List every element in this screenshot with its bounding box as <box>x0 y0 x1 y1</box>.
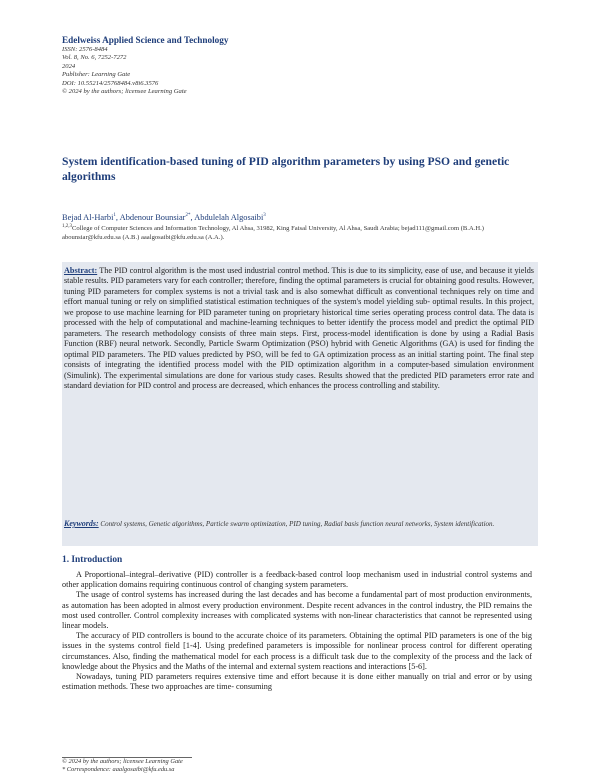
paper-title: System identification-based tuning of PID algorithm parameters by using PSO and genetic algorithms <box>62 155 510 183</box>
doi: DOI: 10.55214/25768484.v8i6.3576 <box>62 79 159 87</box>
author-separator: , <box>190 212 195 222</box>
footnotes <box>62 758 532 774</box>
publisher: Publisher: Learning Gate <box>62 71 131 79</box>
keywords-text: Control systems, Genetic algorithms, Particle swarm optimization, PID tuning, Radial basis function neural networks, System identification. <box>100 520 495 528</box>
year: 2024 <box>62 62 76 70</box>
journal-name: Edelweiss Applied Science and Technology <box>62 35 229 45</box>
volume-info: Vol. 8, No. 6, 7252-7272 <box>62 54 127 62</box>
abstract-label: Abstract: <box>64 266 98 275</box>
copyright-line: © 2024 by the authors; licensee Learning Gate <box>62 88 187 96</box>
author-affiliation-mark: 3 <box>263 213 266 218</box>
abstract <box>64 266 534 391</box>
author-separator: , <box>115 212 120 222</box>
paragraph: Nowadays, tuning PID parameters requires extensive time and effort because it is done either manually on trial and error or by using estimation methods. These two approaches are time- consuming <box>62 672 532 692</box>
footnote-copyright: © 2024 by the authors; licensee Learning Gate <box>62 758 183 765</box>
issn: ISSN: 2576-8484 <box>62 46 108 53</box>
author-name: Abdenour Bounsiar <box>119 212 186 222</box>
journal-header <box>62 35 542 96</box>
affiliation <box>62 223 542 242</box>
author-name: Bejad Al-Harbi <box>62 212 114 222</box>
author-list <box>62 210 542 223</box>
section-body <box>62 570 532 692</box>
footnote-correspondence: * Correspondence: aaalgosaibi@kfu.edu.sa <box>62 766 175 774</box>
author-name: Abdulelah Algosaibi <box>194 212 264 222</box>
affiliation-mark: 1,2,3 <box>62 224 72 229</box>
author-affiliation-mark: 2* <box>185 213 191 218</box>
keywords <box>64 519 534 529</box>
abstract-text: The PID control algorithm is the most used industrial control method. This is due to its simplicity, ease of use, and because it yields stable results. PID parameters vary for each controller; therefore, finding the optimal parameters is crucial for obtaining good results. However, tuning PID parameters for complex systems is not a trivial task and is also somewhat difficult as conventional techniques rely on time and effort manual tuning or rely on simplified statistical estimation techniques of the system's model yielding sub- optimal results. In this project, we propose to use machine learning for PID parameter tuning on proprietary historical time series operating process control data. The data is processed with the help of computational and machine-learning techniques to better identify the process model and predict the optimal PID parameters. The research methodology consists of three main steps. First, process-model identification is done by using a Radial Basis Function (RBF) neural network. Secondly, Particle Swarm Optimization (PSO) hybrid with Genetic Algorithms (GA) is used for finding the optimal PID parameters. The PID values predicted by PSO, will be fed to GA optimization process as an initial starting point. The final step consists of integrating the identified process model with the PID optimization algorithm in a computer-based simulation environment (Simulink). The experimental simulations are done for various study cases. Results showed that the predicted PID parameters error rate and standard deviation for PID control and process are decreased, which enhances the process controlling and stability. <box>64 266 534 390</box>
section-heading: 1. Introduction <box>62 555 123 565</box>
paragraph: A Proportional–integral–derivative (PID) controller is a feedback-based control loop mechanism used in industrial control systems and other application domains requiring continuous control of changing system parameters. <box>62 570 532 590</box>
paragraph: The usage of control systems has increased during the last decades and has become a fundamental part of most production environments, as automation has been adopted in almost every production environment. Despite recent advances in the control industry, the PID remains the most used controller. Control complexity increases with complicated systems with non-linear characteristics that cannot be represented using linear models. <box>62 590 532 631</box>
author-affiliation-mark: 1 <box>113 213 116 218</box>
keywords-label: Keywords: <box>64 519 99 528</box>
paragraph: The accuracy of PID controllers is bound to the accurate choice of its parameters. Obtaining the optimal PID parameters is one of the big issues in the systems control field [1-4]. Using predefined parameters is impossible for nonlinear process control for different operating circumstances. Also, finding the mathematical model for each process is a difficult task due to the complexity of the process and the lack of knowledge about the Physics and the Maths of the internal and external system reactions and interactions [5-6]. <box>62 631 532 671</box>
affiliation-text: College of Computer Sciences and Information Technology, Al Ahsa, 31982, King Faisal University, Al Ahsa, Saudi Arabia; bejad111@gmail.com (B.A.H.) abounsiar@kfu.edu.sa (A.B.) aaalgosaibi@kfu.edu.sa (A.A.). <box>62 225 484 241</box>
